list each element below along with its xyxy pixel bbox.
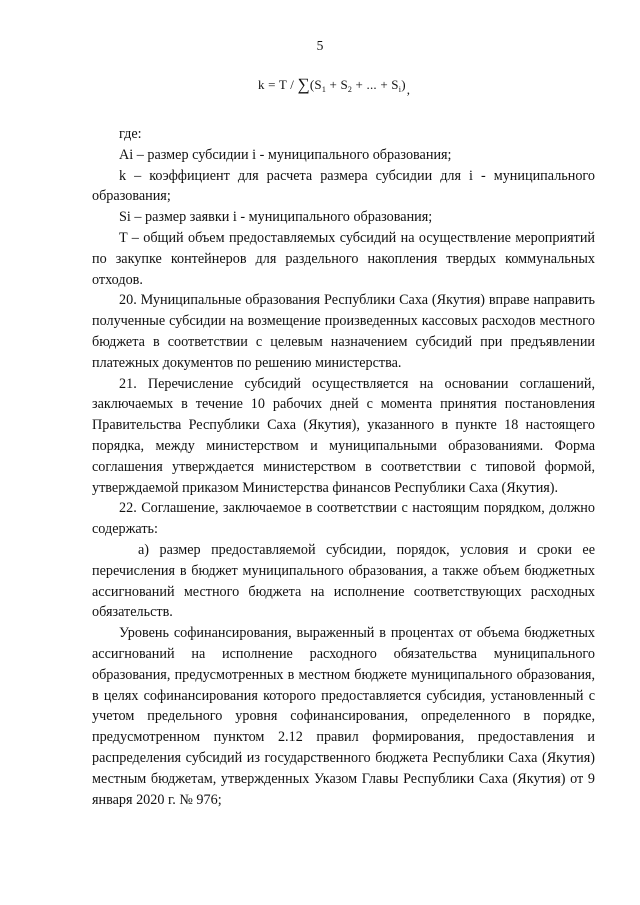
coefficient-formula — [258, 75, 410, 95]
page-number: 5 — [316, 38, 324, 53]
paragraph-21: 21. Перечисление субсидий осуществляется на основании соглашений, заключаемых в течение 10 рабочих дней с момента принятия постановления Правительства Республики Саха (Якутия), указанного в пункте 18 настоящего порядка, между министерством и муниципальными образованиями. Форма соглашения утверждается министерством в соответствии с типовой формой, утверждаемой приказом Министерства финансов Республики Саха (Якутия). — [92, 375, 595, 496]
formula-sub-i: i — [398, 85, 402, 94]
definition-k: k – коэффициент для расчета размера субсидии для i - муниципального образования; — [92, 167, 595, 205]
sum-symbol: ∑ — [297, 75, 310, 94]
formula-plus: + S — [326, 77, 348, 92]
formula-prefix: k = T / — [258, 77, 298, 92]
paragraph-22-item-a: а) размер предоставляемой субсидии, порядок, условия и сроки ее перечисления в бюджет муниципального образования, а также объем бюджетных ассигнований местного бюджета на исполнение соответствующих расходных обязательств. — [92, 541, 595, 621]
document-body — [92, 124, 595, 810]
definition-si: Si – размер заявки i - муниципального образования; — [119, 209, 433, 226]
formula-comma: , — [406, 82, 411, 97]
definition-t: T – общий объем предоставляемых субсидий на осуществление мероприятий по закупке контейнеров для раздельного накопления твердых коммунальных отходов. — [92, 229, 595, 288]
paragraph-22: 22. Соглашение, заключаемое в соответствии с настоящим порядком, должно содержать: — [92, 500, 595, 538]
where-label: где: — [119, 126, 142, 142]
formula-close: ) — [401, 77, 406, 92]
paragraph-20: 20. Муниципальные образования Республики Саха (Якутия) вправе направить полученные субсидии на возмещение произведенных кассовых расходов местного бюджета в соответствии с целевым назначением субсидий при предъявлении платежных документов по решению министерства. — [92, 292, 595, 371]
definition-ai: Ai – размер субсидии i - муниципального образования; — [119, 146, 452, 163]
formula-sub-1: 1 — [321, 85, 327, 94]
formula-sub-2: 2 — [347, 85, 353, 94]
paragraph-cofinancing: Уровень софинансирования, выраженный в процентах от объема бюджетных ассигнований на исполнение расходного обязательства муниципального образования, предусмотренных в местном бюджете муниципального образования, в целях софинансирования которого предоставляется субсидия, установленный с учетом предельного уровня софинансирования, определенного в порядке, предусмотренном пунктом 2.12 правил формирования, предоставления и распределения субсидий из государственного бюджета Республики Саха (Якутия) местным бюджетам, утвержденных Указом Главы Республики Саха (Якутия) от 9 января 2020 г. № 976; — [92, 625, 595, 808]
formula-middle: + ... + S — [352, 77, 399, 92]
formula-open: (S — [309, 77, 322, 92]
